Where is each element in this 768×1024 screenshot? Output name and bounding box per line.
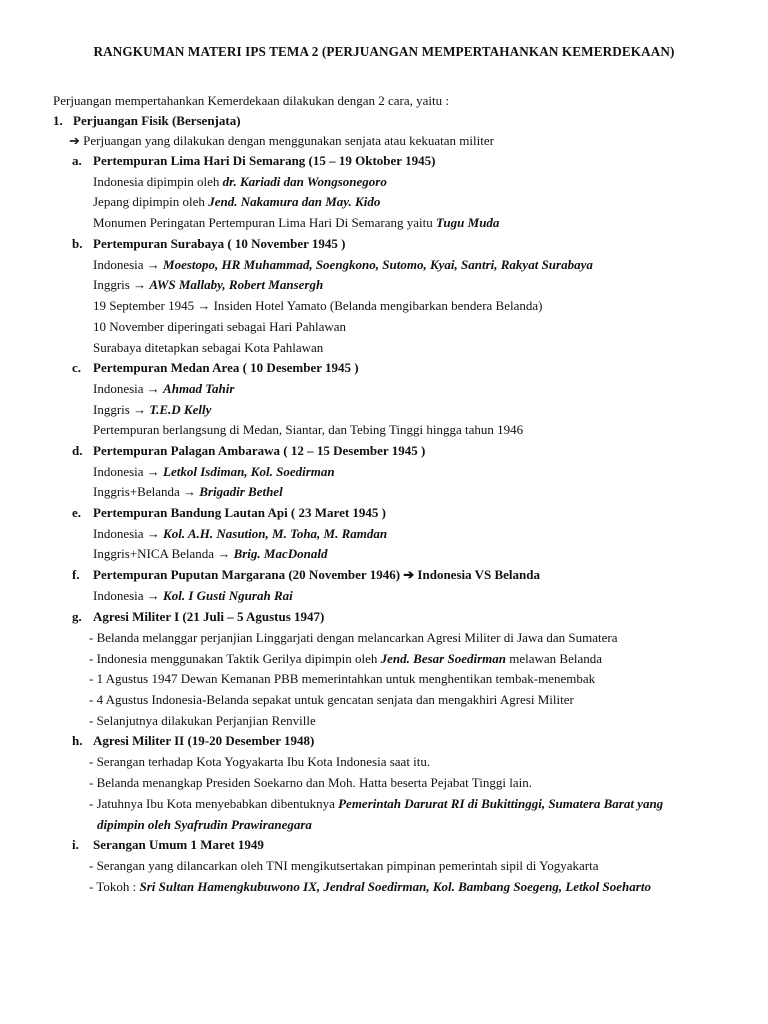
item-a-letter: a. <box>72 153 82 168</box>
section-1-title: Perjuangan Fisik (Bersenjata) <box>73 113 241 128</box>
text-segment: Inggris → <box>93 402 150 417</box>
text-segment: Indonesia → <box>93 381 164 396</box>
arrow-icon: ➔ <box>69 133 80 148</box>
item-d-title: Pertempuran Palagan Ambarawa ( 12 – 15 Desember 1945 ) <box>93 443 426 458</box>
item-c-letter: c. <box>72 360 82 375</box>
item-b-line-3: 19 September 1945 → Insiden Hotel Yamato (Belanda mengibarkan bendera Belanda) <box>93 298 543 313</box>
text-emphasis: dr. Kariadi dan Wongsonegoro <box>222 174 387 189</box>
item-d-line-1 <box>93 464 335 480</box>
item-h-line-3 <box>89 796 663 812</box>
item-b-line-4: 10 November diperingati sebagai Hari Pahlawan <box>93 319 347 334</box>
text-emphasis: Ahmad Tahir <box>163 381 235 396</box>
text-segment: Indonesia → <box>93 257 164 272</box>
item-b-line-2 <box>93 277 323 293</box>
item-h-title: Agresi Militer II (19-20 Desember 1948) <box>93 733 315 748</box>
text-segment: Inggris+NICA Belanda → <box>93 546 234 561</box>
text-segment: Indonesia dipimpin oleh <box>93 174 223 189</box>
item-h-line-2: - Belanda menangkap Presiden Soekarno dan Moh. Hatta beserta Pejabat Tinggi lain. <box>89 775 532 790</box>
item-b-letter: b. <box>72 236 83 251</box>
item-b-line-1 <box>93 257 593 273</box>
item-d-letter: d. <box>72 443 83 458</box>
text-segment: Inggris+Belanda → <box>93 484 200 499</box>
text-emphasis: AWS Mallaby, Robert Mansergh <box>149 277 324 292</box>
text-segment: Monumen Peringatan Pertempuran Lima Hari Di Semarang yaitu <box>93 215 436 230</box>
text-emphasis: Letkol Isdiman, Kol. Soedirman <box>163 464 335 479</box>
item-f-line-1 <box>93 588 293 604</box>
section-1-desc <box>69 133 494 149</box>
item-c-line-3: Pertempuran berlangsung di Medan, Siantar, dan Tebing Tinggi hingga tahun 1946 <box>93 422 524 437</box>
item-c-line-1 <box>93 381 234 397</box>
item-h-letter: h. <box>72 733 83 748</box>
text-emphasis: Tugu Muda <box>435 215 500 230</box>
text-emphasis: Kol. I Gusti Ngurah Rai <box>163 588 293 603</box>
text-segment: Indonesia → <box>93 526 164 541</box>
item-i-heading <box>72 837 264 853</box>
item-e-line-1 <box>93 526 387 542</box>
item-i-line-1: - Serangan yang dilancarkan oleh TNI mengikutsertakan pimpinan pemerintah sipil di Yogyakarta <box>89 858 599 873</box>
item-a-line-3 <box>93 215 499 231</box>
item-i-title: Serangan Umum 1 Maret 1949 <box>93 837 264 852</box>
text-emphasis: Pemerintah Darurat RI di Bukittinggi, Sumatera Barat yang <box>338 796 664 811</box>
text-segment: melawan Belanda <box>505 651 602 666</box>
text-emphasis: Jend. Nakamura dan May. Kido <box>208 194 381 209</box>
item-c-heading <box>72 360 359 376</box>
document-title: RANGKUMAN MATERI IPS TEMA 2 (PERJUANGAN MEMPERTAHANKAN KEMERDEKAAN) <box>93 44 675 59</box>
item-a-heading <box>72 153 435 169</box>
item-a-line-1 <box>93 174 387 190</box>
item-f-title: Pertempuran Puputan Margarana (20 November 1946) ➔ Indonesia VS Belanda <box>93 567 541 582</box>
text-segment: - Jatuhnya Ibu Kota menyebabkan dibentuknya <box>89 796 339 811</box>
text-emphasis: Sri Sultan Hamengkubuwono IX, Jendral Soedirman, Kol. Bambang Soegeng, Letkol Soeharto <box>139 879 651 894</box>
item-a-line-2 <box>93 194 380 210</box>
item-a-title: Pertempuran Lima Hari Di Semarang (15 – 19 Oktober 1945) <box>93 153 436 168</box>
item-f-heading <box>72 567 540 583</box>
text-segment: - Tokoh : <box>89 879 140 894</box>
item-b-heading <box>72 236 346 252</box>
text-emphasis: T.E.D Kelly <box>149 402 212 417</box>
item-g-line-5: - Selanjutnya dilakukan Perjanjian Renville <box>89 713 316 728</box>
item-g-title: Agresi Militer I (21 Juli – 5 Agustus 1947) <box>93 609 325 624</box>
item-c-title: Pertempuran Medan Area ( 10 Desember 1945 ) <box>93 360 359 375</box>
intro-text: Perjuangan mempertahankan Kemerdekaan dilakukan dengan 2 cara, yaitu : <box>53 93 449 108</box>
item-h-line-4: dipimpin oleh Syafrudin Prawiranegara <box>97 817 312 832</box>
item-i-letter: i. <box>72 837 79 852</box>
section-1-number: 1. <box>53 113 63 128</box>
text-emphasis: Brig. MacDonald <box>233 546 328 561</box>
item-d-heading <box>72 443 425 459</box>
text-emphasis: Kol. A.H. Nasution, M. Toha, M. Ramdan <box>163 526 388 541</box>
text-segment: Jepang dipimpin oleh <box>93 194 209 209</box>
item-b-line-5: Surabaya ditetapkan sebagai Kota Pahlawan <box>93 340 324 355</box>
item-g-heading <box>72 609 324 625</box>
item-g-line-3: - 1 Agustus 1947 Dewan Kemanan PBB memerintahkan untuk menghentikan tembak-menembak <box>89 671 596 686</box>
item-e-line-2 <box>93 546 327 562</box>
text-segment: Indonesia → <box>93 464 164 479</box>
item-b-title: Pertempuran Surabaya ( 10 November 1945 ) <box>93 236 346 251</box>
text-segment: Inggris → <box>93 277 150 292</box>
item-g-line-2 <box>89 651 602 667</box>
item-g-letter: g. <box>72 609 82 624</box>
text-emphasis: Jend. Besar Soedirman <box>380 651 506 666</box>
item-e-title: Pertempuran Bandung Lautan Api ( 23 Maret 1945 ) <box>93 505 386 520</box>
item-d-line-2 <box>93 484 283 500</box>
text-emphasis: Brigadir Bethel <box>199 484 283 499</box>
item-g-line-1: - Belanda melanggar perjanjian Linggarjati dengan melancarkan Agresi Militer di Jawa dan Sumatera <box>89 630 618 645</box>
text-emphasis: Moestopo, HR Muhammad, Soengkono, Sutomo, Kyai, Santri, Rakyat Surabaya <box>163 257 593 272</box>
text-segment: - Indonesia menggunakan Taktik Gerilya dipimpin oleh <box>89 651 381 666</box>
item-e-letter: e. <box>72 505 82 520</box>
text-segment: Indonesia → <box>93 588 164 603</box>
item-h-heading <box>72 733 314 749</box>
item-g-line-4: - 4 Agustus Indonesia-Belanda sepakat untuk gencatan senjata dan mengakhiri Agresi Militer <box>89 692 574 707</box>
item-c-line-2 <box>93 402 211 418</box>
item-f-letter: f. <box>72 567 80 582</box>
item-i-line-2 <box>89 879 651 895</box>
item-e-heading <box>72 505 386 521</box>
section-1-desc-text: Perjuangan yang dilakukan dengan menggunakan senjata atau kekuatan militer <box>83 133 494 148</box>
section-1-heading <box>53 113 241 129</box>
item-h-line-1: - Serangan terhadap Kota Yogyakarta Ibu Kota Indonesia saat itu. <box>89 754 431 769</box>
